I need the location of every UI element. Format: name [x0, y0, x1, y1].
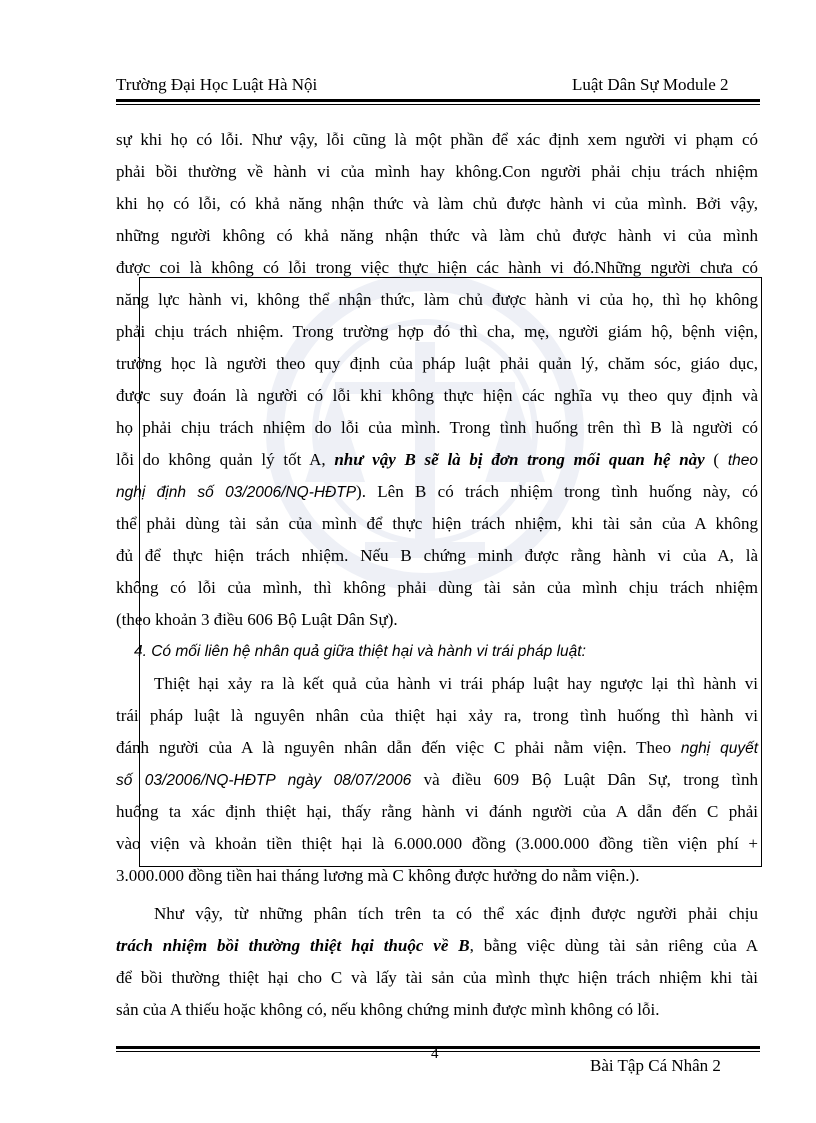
body-line: sự khi họ có lỗi. Như vậy, lỗi cũng là một phần để xác định xem người vi phạm có [116, 130, 758, 149]
header-rule-thin [116, 104, 760, 105]
body-line: khi họ có lỗi, có khả năng nhận thức và làm chủ được hành vi của mình. Bởi vậy, [116, 194, 758, 213]
emphasis-defendant: như vậy B sẽ là bị đơn trong mối quan hệ này [334, 450, 705, 469]
body-line: thể phải dùng tài sản của mình để thực hiện trách nhiệm, khi tài sản của A không [116, 514, 758, 533]
body-text: , bằng việc dùng tài sản riêng của A [469, 936, 759, 955]
section-heading-4: 4. Có mối liên hệ nhân quả giữa thiệt hại và hành vi trái pháp luật: [134, 643, 586, 660]
body-line [116, 930, 758, 962]
body-line: Như vậy, từ những phân tích trên ta có thể xác định được người phải chịu [154, 904, 758, 923]
body-line: họ phải chịu trách nhiệm do lỗi của mình. Trong tình huống trên thì B là người có [116, 418, 758, 437]
body-line: đủ để thực hiện trách nhiệm. Nếu B chứng minh được rằng hành vi của A, là [116, 546, 758, 565]
citation: nghị định số 03/2006/NQ-HĐTP [116, 484, 357, 501]
body-line: được suy đoán là người có lỗi khi không thực hiện các nghĩa vụ theo quy định và [116, 386, 758, 405]
body-text: ( [704, 450, 728, 469]
body-line: không có lỗi của mình, thì không phải dùng tài sản của mình chịu trách nhiệm [116, 578, 758, 597]
emphasis-conclusion: trách nhiệm bồi thường thiệt hại thuộc về B [116, 936, 470, 955]
body-line: năng lực hành vi, không thể nhận thức, làm chủ được hành vi của họ, thì họ không [116, 290, 758, 309]
body-line: Thiệt hại xảy ra là kết quả của hành vi trái pháp luật hay ngược lại thì hành vi [154, 674, 758, 693]
body-line [116, 444, 758, 476]
citation: nghị quyết [680, 740, 758, 757]
body-line: được coi là không có lỗi trong việc thực hiện các hành vi đó.Những người chưa có [116, 258, 758, 277]
body-line: trường học là người theo quy định của pháp luật phải quản lý, chăm sóc, giáo dục, [116, 354, 758, 373]
header-course-name: Luật Dân Sự Module 2 [572, 75, 729, 94]
body-line: 3.000.000 đồng tiền hai tháng lương mà C không được hưởng do nằm viện.). [116, 866, 640, 885]
body-line: phải bồi thường về hành vi của mình hay không.Con người phải chịu trách nhiệm [116, 162, 758, 181]
header-school-name: Trường Đại Học Luật Hà Nội [116, 75, 318, 94]
body-line [116, 732, 758, 764]
body-text: đánh người của A là nguyên nhân dẫn đến việc C phải nằm viện. Theo [116, 738, 681, 757]
body-line [116, 764, 758, 796]
body-text: lỗi do không quản lý tốt A, [116, 450, 335, 469]
header-rule [116, 99, 760, 102]
citation: số 03/2006/NQ-HĐTP ngày 08/07/2006 [116, 772, 412, 789]
body-text: ). Lên B có trách nhiệm trong tình huống này, có [356, 482, 758, 501]
body-line: những người không có khả năng nhận thức và làm chủ được hành vi của mình [116, 226, 758, 245]
body-line: vào viện và khoản tiền thiệt hại là 6.000.000 đồng (3.000.000 đồng tiền viện phí + [116, 834, 758, 853]
body-line: trái pháp luật là nguyên nhân của thiệt hại xảy ra, trong tình huống thì hành vi [116, 706, 758, 725]
footer-assignment-title: Bài Tập Cá Nhân 2 [590, 1056, 721, 1075]
citation: theo [727, 452, 758, 469]
body-line: (theo khoản 3 điều 606 Bộ Luật Dân Sự). [116, 610, 398, 629]
page-number: 4 [431, 1046, 439, 1062]
body-line: để bồi thường thiệt hại cho C và lấy tài sản của mình thực hiện trách nhiệm khi tài [116, 968, 758, 987]
body-line [116, 476, 758, 508]
body-text: và điều 609 Bộ Luật Dân Sự, trong tình [411, 770, 758, 789]
body-line: phải chịu trách nhiệm. Trong trường hợp đó thì cha, mẹ, người giám hộ, bệnh viện, [116, 322, 758, 341]
body-line: sản của A thiếu hoặc không có, nếu không chứng minh được mình không có lỗi. [116, 1000, 660, 1019]
body-line: huống ta xác định thiệt hại, thấy rằng hành vi đánh người của A dẫn đến C phải [116, 802, 758, 821]
